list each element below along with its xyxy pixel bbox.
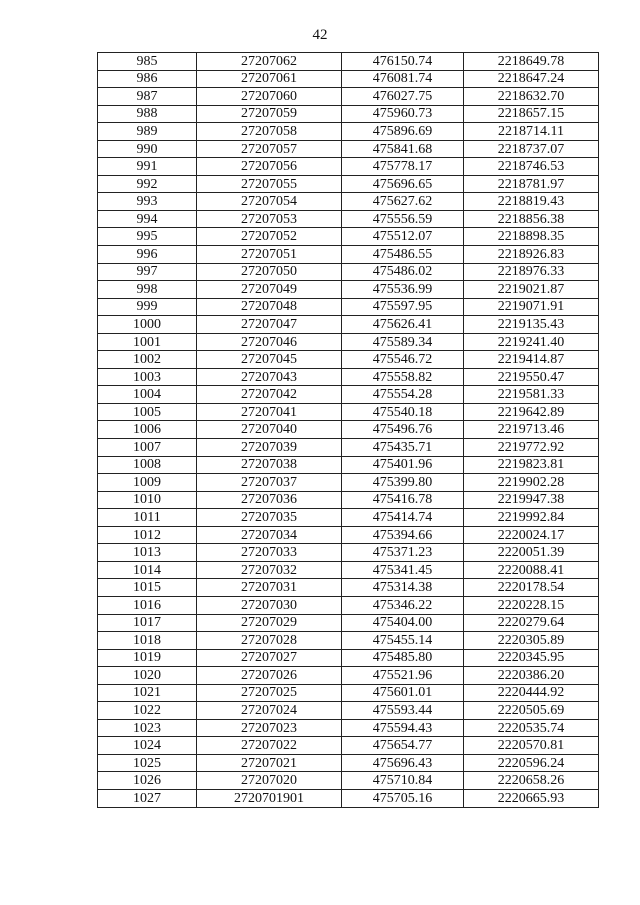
x-coordinate-cell: 475896.69 xyxy=(342,123,464,141)
x-coordinate-cell: 475540.18 xyxy=(342,403,464,421)
y-coordinate-cell: 2218714.11 xyxy=(464,123,599,141)
table-row xyxy=(98,193,599,211)
y-coordinate-cell: 2220596.24 xyxy=(464,754,599,772)
point-number-cell: 1023 xyxy=(98,719,197,737)
table-row xyxy=(98,684,599,702)
point-number-cell: 1026 xyxy=(98,772,197,790)
x-coordinate-cell: 475594.43 xyxy=(342,719,464,737)
point-number-cell: 1021 xyxy=(98,684,197,702)
y-coordinate-cell: 2220658.26 xyxy=(464,772,599,790)
x-coordinate-cell: 475589.34 xyxy=(342,333,464,351)
point-number-cell: 986 xyxy=(98,70,197,88)
table-row xyxy=(98,737,599,755)
x-coordinate-cell: 476081.74 xyxy=(342,70,464,88)
x-coordinate-cell: 475841.68 xyxy=(342,140,464,158)
table-row xyxy=(98,649,599,667)
x-coordinate-cell: 475496.76 xyxy=(342,421,464,439)
point-id-cell: 27207026 xyxy=(197,667,342,685)
table-row xyxy=(98,70,599,88)
point-id-cell: 27207030 xyxy=(197,596,342,614)
table-row xyxy=(98,754,599,772)
y-coordinate-cell: 2219772.92 xyxy=(464,439,599,457)
x-coordinate-cell: 475401.96 xyxy=(342,456,464,474)
y-coordinate-cell: 2219902.28 xyxy=(464,474,599,492)
y-coordinate-cell: 2219823.81 xyxy=(464,456,599,474)
table-row xyxy=(98,491,599,509)
table-row xyxy=(98,246,599,264)
point-id-cell: 27207062 xyxy=(197,53,342,71)
point-id-cell: 27207053 xyxy=(197,210,342,228)
point-id-cell: 27207038 xyxy=(197,456,342,474)
point-id-cell: 27207060 xyxy=(197,88,342,106)
y-coordinate-cell: 2220305.89 xyxy=(464,632,599,650)
point-id-cell: 27207023 xyxy=(197,719,342,737)
y-coordinate-cell: 2218746.53 xyxy=(464,158,599,176)
x-coordinate-cell: 475558.82 xyxy=(342,368,464,386)
y-coordinate-cell: 2218657.15 xyxy=(464,105,599,123)
point-number-cell: 1022 xyxy=(98,702,197,720)
table-row xyxy=(98,351,599,369)
x-coordinate-cell: 475486.55 xyxy=(342,246,464,264)
x-coordinate-cell: 475601.01 xyxy=(342,684,464,702)
point-number-cell: 989 xyxy=(98,123,197,141)
point-id-cell: 27207028 xyxy=(197,632,342,650)
x-coordinate-cell: 475778.17 xyxy=(342,158,464,176)
x-coordinate-cell: 475546.72 xyxy=(342,351,464,369)
point-number-cell: 1027 xyxy=(98,789,197,807)
coordinates-table-body xyxy=(98,53,599,808)
point-number-cell: 1011 xyxy=(98,509,197,527)
point-id-cell: 27207033 xyxy=(197,544,342,562)
x-coordinate-cell: 475710.84 xyxy=(342,772,464,790)
x-coordinate-cell: 475435.71 xyxy=(342,439,464,457)
point-id-cell: 27207057 xyxy=(197,140,342,158)
y-coordinate-cell: 2220386.20 xyxy=(464,667,599,685)
y-coordinate-cell: 2220535.74 xyxy=(464,719,599,737)
x-coordinate-cell: 475960.73 xyxy=(342,105,464,123)
point-number-cell: 1000 xyxy=(98,316,197,334)
x-coordinate-cell: 475556.59 xyxy=(342,210,464,228)
y-coordinate-cell: 2218926.83 xyxy=(464,246,599,264)
y-coordinate-cell: 2219992.84 xyxy=(464,509,599,527)
point-number-cell: 993 xyxy=(98,193,197,211)
table-row xyxy=(98,158,599,176)
point-number-cell: 1020 xyxy=(98,667,197,685)
x-coordinate-cell: 475554.28 xyxy=(342,386,464,404)
table-row xyxy=(98,702,599,720)
y-coordinate-cell: 2219241.40 xyxy=(464,333,599,351)
point-number-cell: 1012 xyxy=(98,526,197,544)
y-coordinate-cell: 2219581.33 xyxy=(464,386,599,404)
point-id-cell: 27207056 xyxy=(197,158,342,176)
table-row xyxy=(98,105,599,123)
point-id-cell: 27207036 xyxy=(197,491,342,509)
y-coordinate-cell: 2220505.69 xyxy=(464,702,599,720)
point-number-cell: 1025 xyxy=(98,754,197,772)
y-coordinate-cell: 2219713.46 xyxy=(464,421,599,439)
point-id-cell: 27207042 xyxy=(197,386,342,404)
x-coordinate-cell: 475394.66 xyxy=(342,526,464,544)
table-row xyxy=(98,403,599,421)
y-coordinate-cell: 2220024.17 xyxy=(464,526,599,544)
x-coordinate-cell: 475696.43 xyxy=(342,754,464,772)
x-coordinate-cell: 475416.78 xyxy=(342,491,464,509)
y-coordinate-cell: 2219021.87 xyxy=(464,281,599,299)
y-coordinate-cell: 2218647.24 xyxy=(464,70,599,88)
table-row xyxy=(98,544,599,562)
y-coordinate-cell: 2218632.70 xyxy=(464,88,599,106)
y-coordinate-cell: 2220178.54 xyxy=(464,579,599,597)
y-coordinate-cell: 2219135.43 xyxy=(464,316,599,334)
point-id-cell: 27207035 xyxy=(197,509,342,527)
table-row xyxy=(98,614,599,632)
x-coordinate-cell: 475512.07 xyxy=(342,228,464,246)
point-id-cell: 27207040 xyxy=(197,421,342,439)
point-number-cell: 1017 xyxy=(98,614,197,632)
point-number-cell: 990 xyxy=(98,140,197,158)
table-row xyxy=(98,596,599,614)
point-number-cell: 1006 xyxy=(98,421,197,439)
point-id-cell: 27207034 xyxy=(197,526,342,544)
table-row xyxy=(98,772,599,790)
point-number-cell: 1018 xyxy=(98,632,197,650)
point-number-cell: 1007 xyxy=(98,439,197,457)
table-row xyxy=(98,719,599,737)
point-number-cell: 985 xyxy=(98,53,197,71)
y-coordinate-cell: 2220051.39 xyxy=(464,544,599,562)
x-coordinate-cell: 475521.96 xyxy=(342,667,464,685)
table-row xyxy=(98,298,599,316)
point-number-cell: 1016 xyxy=(98,596,197,614)
y-coordinate-cell: 2218737.07 xyxy=(464,140,599,158)
x-coordinate-cell: 475593.44 xyxy=(342,702,464,720)
point-number-cell: 1005 xyxy=(98,403,197,421)
point-id-cell: 27207020 xyxy=(197,772,342,790)
table-row xyxy=(98,421,599,439)
y-coordinate-cell: 2220228.15 xyxy=(464,596,599,614)
point-number-cell: 996 xyxy=(98,246,197,264)
point-id-cell: 27207031 xyxy=(197,579,342,597)
point-number-cell: 1019 xyxy=(98,649,197,667)
point-number-cell: 1003 xyxy=(98,368,197,386)
point-number-cell: 1008 xyxy=(98,456,197,474)
y-coordinate-cell: 2219642.89 xyxy=(464,403,599,421)
coordinates-table xyxy=(97,52,599,808)
point-id-cell: 27207051 xyxy=(197,246,342,264)
table-row xyxy=(98,368,599,386)
x-coordinate-cell: 475486.02 xyxy=(342,263,464,281)
y-coordinate-cell: 2220570.81 xyxy=(464,737,599,755)
point-number-cell: 1009 xyxy=(98,474,197,492)
table-row xyxy=(98,561,599,579)
point-id-cell: 27207037 xyxy=(197,474,342,492)
table-row xyxy=(98,456,599,474)
x-coordinate-cell: 475371.23 xyxy=(342,544,464,562)
point-number-cell: 999 xyxy=(98,298,197,316)
point-id-cell: 27207029 xyxy=(197,614,342,632)
y-coordinate-cell: 2218898.35 xyxy=(464,228,599,246)
x-coordinate-cell: 475455.14 xyxy=(342,632,464,650)
x-coordinate-cell: 475399.80 xyxy=(342,474,464,492)
y-coordinate-cell: 2220345.95 xyxy=(464,649,599,667)
point-id-cell: 27207021 xyxy=(197,754,342,772)
table-row xyxy=(98,281,599,299)
y-coordinate-cell: 2219947.38 xyxy=(464,491,599,509)
y-coordinate-cell: 2220088.41 xyxy=(464,561,599,579)
x-coordinate-cell: 475414.74 xyxy=(342,509,464,527)
point-id-cell: 27207046 xyxy=(197,333,342,351)
x-coordinate-cell: 475536.99 xyxy=(342,281,464,299)
x-coordinate-cell: 475705.16 xyxy=(342,789,464,807)
y-coordinate-cell: 2220665.93 xyxy=(464,789,599,807)
x-coordinate-cell: 476027.75 xyxy=(342,88,464,106)
point-id-cell: 27207048 xyxy=(197,298,342,316)
point-number-cell: 995 xyxy=(98,228,197,246)
y-coordinate-cell: 2219414.87 xyxy=(464,351,599,369)
point-id-cell: 27207027 xyxy=(197,649,342,667)
x-coordinate-cell: 475314.38 xyxy=(342,579,464,597)
table-row xyxy=(98,526,599,544)
y-coordinate-cell: 2218649.78 xyxy=(464,53,599,71)
table-row xyxy=(98,53,599,71)
point-number-cell: 1013 xyxy=(98,544,197,562)
y-coordinate-cell: 2218819.43 xyxy=(464,193,599,211)
point-id-cell: 27207058 xyxy=(197,123,342,141)
x-coordinate-cell: 475597.95 xyxy=(342,298,464,316)
table-row xyxy=(98,123,599,141)
x-coordinate-cell: 475404.00 xyxy=(342,614,464,632)
table-row xyxy=(98,263,599,281)
x-coordinate-cell: 475654.77 xyxy=(342,737,464,755)
point-number-cell: 994 xyxy=(98,210,197,228)
point-number-cell: 992 xyxy=(98,175,197,193)
table-row xyxy=(98,439,599,457)
table-row xyxy=(98,333,599,351)
point-number-cell: 1014 xyxy=(98,561,197,579)
point-id-cell: 27207052 xyxy=(197,228,342,246)
table-row xyxy=(98,386,599,404)
point-id-cell: 27207045 xyxy=(197,351,342,369)
x-coordinate-cell: 475485.80 xyxy=(342,649,464,667)
point-id-cell: 27207049 xyxy=(197,281,342,299)
y-coordinate-cell: 2219550.47 xyxy=(464,368,599,386)
point-number-cell: 998 xyxy=(98,281,197,299)
point-number-cell: 987 xyxy=(98,88,197,106)
table-row xyxy=(98,789,599,807)
point-number-cell: 1004 xyxy=(98,386,197,404)
table-row xyxy=(98,228,599,246)
table-row xyxy=(98,140,599,158)
x-coordinate-cell: 475696.65 xyxy=(342,175,464,193)
page-number: 42 xyxy=(312,27,328,43)
point-id-cell: 27207022 xyxy=(197,737,342,755)
point-number-cell: 988 xyxy=(98,105,197,123)
point-number-cell: 1010 xyxy=(98,491,197,509)
table-row xyxy=(98,316,599,334)
point-id-cell: 27207039 xyxy=(197,439,342,457)
x-coordinate-cell: 475346.22 xyxy=(342,596,464,614)
point-id-cell: 27207032 xyxy=(197,561,342,579)
table-row xyxy=(98,667,599,685)
y-coordinate-cell: 2220444.92 xyxy=(464,684,599,702)
point-id-cell: 27207041 xyxy=(197,403,342,421)
x-coordinate-cell: 475627.62 xyxy=(342,193,464,211)
table-row xyxy=(98,175,599,193)
table-row xyxy=(98,88,599,106)
y-coordinate-cell: 2218781.97 xyxy=(464,175,599,193)
point-number-cell: 1015 xyxy=(98,579,197,597)
point-id-cell: 27207055 xyxy=(197,175,342,193)
point-number-cell: 1001 xyxy=(98,333,197,351)
x-coordinate-cell: 476150.74 xyxy=(342,53,464,71)
point-number-cell: 1024 xyxy=(98,737,197,755)
table-row xyxy=(98,632,599,650)
y-coordinate-cell: 2219071.91 xyxy=(464,298,599,316)
y-coordinate-cell: 2218976.33 xyxy=(464,263,599,281)
table-row xyxy=(98,579,599,597)
point-id-cell: 27207054 xyxy=(197,193,342,211)
point-id-cell: 27207024 xyxy=(197,702,342,720)
point-number-cell: 1002 xyxy=(98,351,197,369)
point-id-cell: 27207025 xyxy=(197,684,342,702)
point-id-cell: 27207059 xyxy=(197,105,342,123)
x-coordinate-cell: 475341.45 xyxy=(342,561,464,579)
table-row xyxy=(98,474,599,492)
point-id-cell: 27207047 xyxy=(197,316,342,334)
point-number-cell: 991 xyxy=(98,158,197,176)
y-coordinate-cell: 2220279.64 xyxy=(464,614,599,632)
table-row xyxy=(98,509,599,527)
point-id-cell: 2720701901 xyxy=(197,789,342,807)
point-id-cell: 27207061 xyxy=(197,70,342,88)
x-coordinate-cell: 475626.41 xyxy=(342,316,464,334)
point-id-cell: 27207050 xyxy=(197,263,342,281)
point-number-cell: 997 xyxy=(98,263,197,281)
table-row xyxy=(98,210,599,228)
point-id-cell: 27207043 xyxy=(197,368,342,386)
y-coordinate-cell: 2218856.38 xyxy=(464,210,599,228)
